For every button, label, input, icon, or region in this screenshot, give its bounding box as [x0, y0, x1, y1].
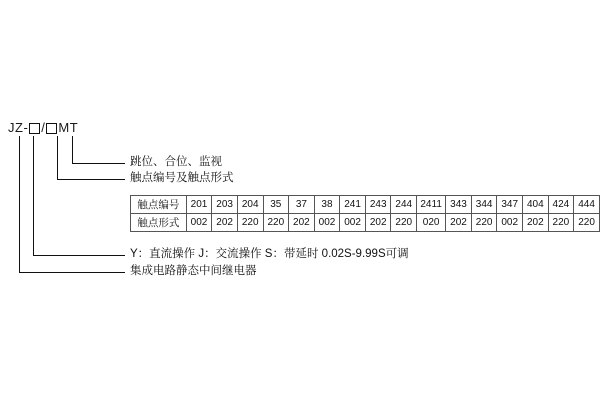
- cell-number-2: 204: [237, 196, 263, 214]
- cell-form-7: 202: [365, 214, 391, 232]
- contact-table-wrapper: [130, 195, 600, 232]
- cell-form-10: 202: [446, 214, 472, 232]
- table-row: [131, 196, 600, 214]
- annotation-operation-note: Y：直流操作 J：交流操作 S：带延时 0.02S-9.99S可调: [130, 248, 409, 260]
- annotation-function-note: 跳位、合位、监视: [130, 156, 222, 168]
- model-code: [8, 121, 78, 135]
- leader-horizontal-operation: [33, 255, 125, 256]
- cell-form-0: 002: [186, 214, 212, 232]
- cell-form-2: 220: [237, 214, 263, 232]
- row-header-contact-number: 触点编号: [131, 196, 187, 214]
- cell-number-9: 2411: [417, 196, 446, 214]
- model-code-placeholder-2: [46, 123, 57, 134]
- model-code-separator: /: [41, 120, 46, 135]
- cell-number-6: 241: [340, 196, 366, 214]
- leader-vertical-operation: [33, 136, 34, 255]
- cell-form-8: 220: [391, 214, 417, 232]
- cell-number-10: 343: [446, 196, 472, 214]
- leader-vertical-contact: [57, 136, 58, 179]
- cell-form-14: 220: [548, 214, 574, 232]
- cell-number-11: 344: [471, 196, 497, 214]
- cell-form-6: 002: [340, 214, 366, 232]
- table-row: [131, 214, 600, 232]
- contact-table: [130, 195, 600, 232]
- leader-vertical-product: [19, 136, 20, 272]
- cell-number-1: 203: [212, 196, 238, 214]
- leader-horizontal-contact: [57, 179, 125, 180]
- row-header-contact-form: 触点形式: [131, 214, 187, 232]
- cell-number-15: 444: [574, 196, 600, 214]
- annotation-contact-note: 触点编号及触点形式: [130, 172, 234, 184]
- cell-form-12: 002: [497, 214, 523, 232]
- cell-number-12: 347: [497, 196, 523, 214]
- leader-horizontal-function: [72, 163, 125, 164]
- cell-number-7: 243: [365, 196, 391, 214]
- cell-number-13: 404: [523, 196, 549, 214]
- cell-form-15: 220: [574, 214, 600, 232]
- annotation-product-note: 集成电路静态中间继电器: [130, 265, 257, 277]
- cell-number-0: 201: [186, 196, 212, 214]
- cell-number-14: 424: [548, 196, 574, 214]
- model-code-placeholder-1: [29, 123, 40, 134]
- cell-form-11: 220: [471, 214, 497, 232]
- cell-number-8: 244: [391, 196, 417, 214]
- cell-form-5: 002: [314, 214, 340, 232]
- cell-number-4: 37: [289, 196, 315, 214]
- leader-horizontal-product: [19, 272, 125, 273]
- cell-form-9: 020: [417, 214, 446, 232]
- cell-number-5: 38: [314, 196, 340, 214]
- cell-form-3: 220: [263, 214, 289, 232]
- cell-form-4: 202: [289, 214, 315, 232]
- cell-form-13: 202: [523, 214, 549, 232]
- cell-form-1: 202: [212, 214, 238, 232]
- leader-vertical-function: [72, 136, 73, 163]
- cell-number-3: 35: [263, 196, 289, 214]
- model-code-prefix: JZ-: [8, 120, 29, 135]
- model-code-suffix: MT: [58, 120, 79, 135]
